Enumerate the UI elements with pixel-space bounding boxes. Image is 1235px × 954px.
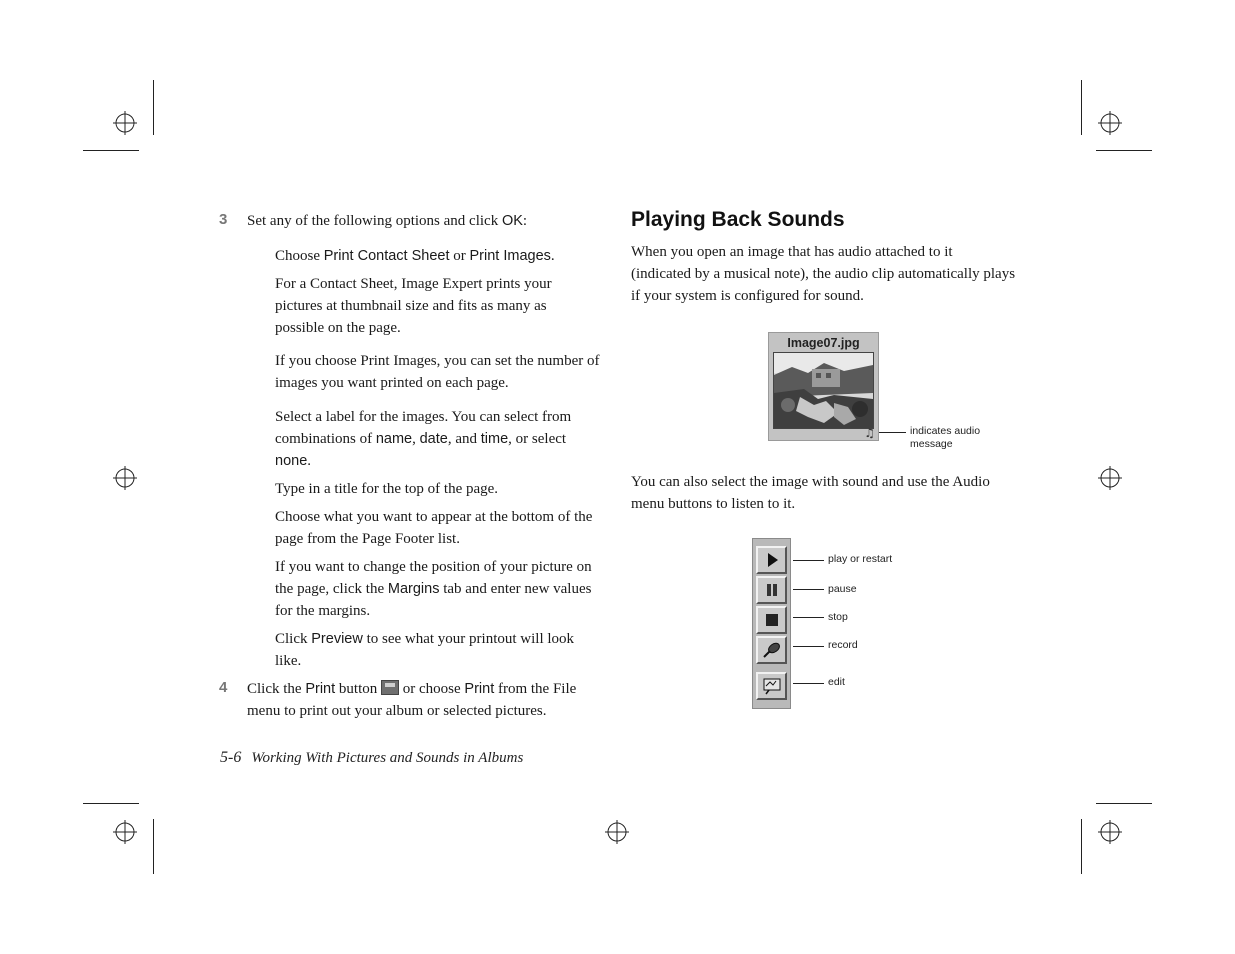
registration-mark-icon (1098, 820, 1122, 844)
thumbnail-filename: Image07.jpg (787, 336, 860, 350)
page-footer (220, 749, 523, 767)
none-label: none (275, 453, 308, 469)
audio-toolbar (752, 538, 791, 709)
waterfall-photo (773, 352, 874, 429)
play-icon (764, 552, 780, 568)
stop-callout: stop (828, 611, 848, 623)
photo-graphic (774, 353, 873, 428)
registration-mark-icon (113, 466, 137, 490)
edit-icon (762, 677, 782, 695)
step-instruction: Set any of the following options and click OK: (247, 213, 528, 229)
audio-menu-paragraph: You can also select the image with sound and use the Audio menu buttons to listen to it. (631, 474, 990, 512)
music-note-icon: ♫ (864, 426, 875, 440)
callout-leader (793, 617, 824, 618)
callout-leader (793, 646, 824, 647)
registration-mark-icon (113, 111, 137, 135)
print-menu-label: Print (464, 681, 495, 697)
ok-label: OK (501, 213, 523, 229)
time-label: time (480, 431, 509, 447)
registration-mark-icon (1098, 466, 1122, 490)
image-thumbnail[interactable] (768, 332, 879, 441)
registration-mark-icon (1098, 111, 1122, 135)
edit-callout: edit (828, 676, 845, 688)
section-heading: Playing Back Sounds (631, 208, 845, 231)
record-button[interactable] (756, 636, 787, 664)
preview-label: Preview (311, 631, 363, 647)
page-number: 5-6 (220, 749, 242, 766)
contact-sheet-paragraph: For a Contact Sheet, Image Expert prints your pictures at thumbnail size and fits as many as possible on the page. (275, 276, 552, 336)
preview-paragraph: Click Preview to see what your printout will look like. (275, 631, 575, 669)
margins-paragraph: If you want to change the position of your picture on the page, click the Margins tab and enter new values for the margins. (275, 559, 592, 619)
play-callout: play or restart (828, 553, 893, 565)
page-footer-paragraph: Choose what you want to appear at the bottom of the page from the Page Footer list. (275, 509, 593, 547)
chapter-title: Working With Pictures and Sounds in Albums (251, 750, 524, 766)
margins-tab-label: Margins (387, 581, 440, 597)
print-button-label: Print (305, 681, 336, 697)
date-label: date (419, 431, 448, 447)
registration-mark-icon (113, 820, 137, 844)
name-label: name (375, 431, 413, 447)
record-callout: record (828, 639, 858, 651)
record-icon (762, 641, 782, 659)
choose-print-option: Choose Print Contact Sheet or Print Images. (275, 248, 555, 264)
pause-callout: pause (828, 583, 857, 595)
print-images-paragraph: If you choose Print Images, you can set the number of images you want printed on each page. (275, 353, 600, 391)
stop-button[interactable] (756, 606, 787, 634)
stop-icon (764, 612, 780, 628)
title-paragraph: Type in a title for the top of the page. (275, 481, 499, 497)
callout-leader (793, 589, 824, 590)
callout-leader (793, 560, 824, 561)
print-images-label: Print Images (469, 248, 551, 264)
callout-leader (879, 432, 906, 433)
intro-paragraph: When you open an image that has audio attached to it (indicated by a musical note), the audio clip automatically plays if your system is configured for sound. (631, 244, 1016, 304)
edit-button[interactable] (756, 672, 787, 700)
label-options-paragraph: Select a label for the images. You can select from combinations of name, date, and time, or select none. (275, 409, 572, 469)
step-instruction: Click the Print button or choose Print from the File menu to print out your album or selected pictures. (247, 681, 577, 719)
callout-leader (793, 683, 824, 684)
step-number: 4 (219, 679, 228, 696)
registration-mark-icon (605, 820, 629, 844)
pause-icon (764, 582, 780, 598)
printer-icon (381, 680, 399, 695)
play-button[interactable] (756, 546, 787, 574)
audio-indicator-callout: indicates audio message (910, 425, 981, 450)
step-number: 3 (219, 211, 228, 228)
print-contact-sheet-label: Print Contact Sheet (323, 248, 450, 264)
pause-button[interactable] (756, 576, 787, 604)
